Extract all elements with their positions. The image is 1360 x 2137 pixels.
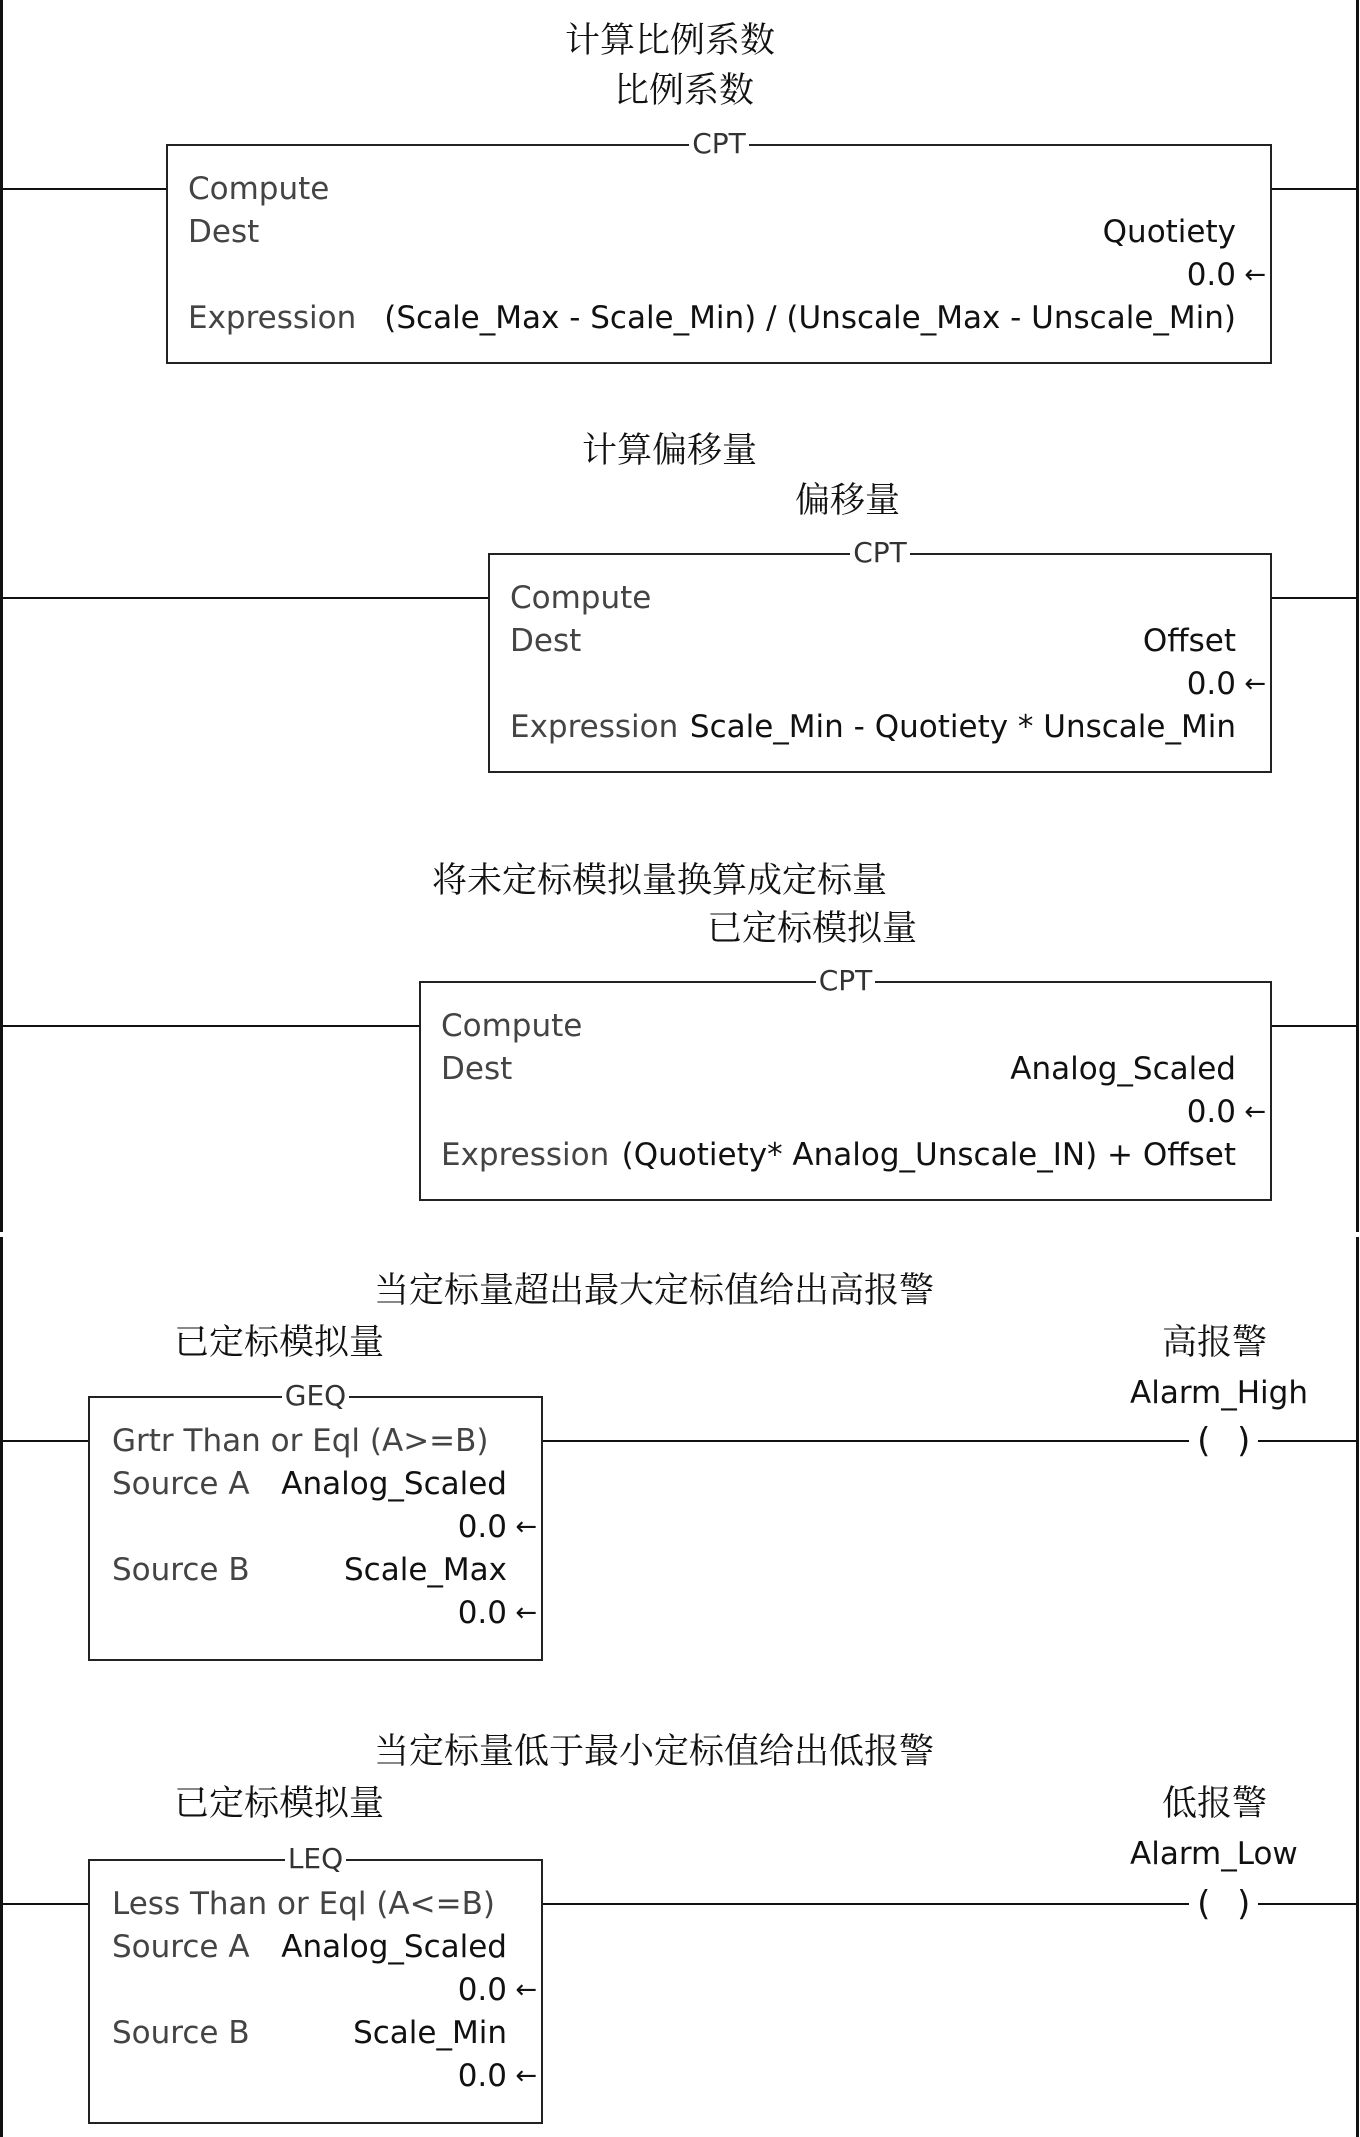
coil-tag[interactable]: Alarm_Low — [1130, 1836, 1298, 1872]
tag-description: 偏移量 — [795, 481, 901, 521]
left-power-rail — [0, 0, 3, 2137]
value-arrow-icon: ← — [1244, 669, 1266, 699]
output-coil-icon[interactable]: ( ) — [1189, 1884, 1258, 1924]
tag-description: 已定标模拟量 — [707, 909, 918, 949]
source-b-tag[interactable]: Scale_Min — [353, 2015, 507, 2051]
value-arrow-icon: ← — [515, 1598, 537, 1628]
dest-label: Dest — [188, 214, 260, 250]
dest-label: Dest — [441, 1051, 513, 1087]
source-b-label: Source B — [112, 2015, 250, 2051]
source-a-tag[interactable]: Analog_Scaled — [281, 1466, 507, 1502]
image-seam — [0, 1232, 1360, 1237]
cpt-instruction-block[interactable] — [419, 964, 1272, 1201]
source-a-label: Source A — [112, 1466, 250, 1502]
dest-value: 0.0 — [1186, 666, 1236, 702]
expression-label: Expression — [188, 300, 357, 336]
instruction-title: Compute — [188, 171, 330, 207]
rung-comment: 计算比例系数 — [565, 21, 776, 61]
value-arrow-icon: ← — [515, 1512, 537, 1542]
expression-label: Expression — [510, 709, 679, 745]
rung-comment: 将未定标模拟量换算成定标量 — [432, 861, 888, 901]
dest-label: Dest — [510, 623, 582, 659]
instruction-title: Compute — [510, 580, 652, 616]
dest-tag[interactable]: Analog_Scaled — [1010, 1051, 1236, 1087]
coil-tag[interactable]: Alarm_High — [1130, 1375, 1308, 1411]
source-b-label: Source B — [112, 1552, 250, 1588]
rung-wire — [1270, 597, 1358, 599]
expression[interactable]: Scale_Min - Quotiety * Unscale_Min — [689, 709, 1236, 745]
value-arrow-icon: ← — [1244, 260, 1266, 290]
source-description: 已定标模拟量 — [174, 1784, 385, 1824]
dest-value: 0.0 — [1186, 1094, 1236, 1130]
cpt-instruction-block[interactable] — [166, 127, 1272, 364]
source-a-value: 0.0 — [457, 1509, 507, 1545]
instruction-title: Compute — [441, 1008, 583, 1044]
instruction-mnemonic: CPT — [850, 536, 910, 569]
rung-wire — [0, 1025, 424, 1027]
instruction-title: Less Than or Eql (A<=B) — [112, 1886, 495, 1922]
cpt-instruction-block[interactable] — [488, 536, 1272, 773]
rung-comment: 计算偏移量 — [582, 431, 758, 471]
expression[interactable]: (Scale_Max - Scale_Min) / (Unscale_Max - Unscale_Min) — [384, 300, 1236, 336]
source-b-tag[interactable]: Scale_Max — [344, 1552, 507, 1588]
tag-description: 比例系数 — [614, 71, 755, 111]
value-arrow-icon: ← — [515, 1975, 537, 2005]
rung-wire — [1270, 1025, 1358, 1027]
rung-comment: 当定标量超出最大定标值给出高报警 — [374, 1271, 935, 1311]
geq-instruction-block[interactable] — [88, 1379, 543, 1661]
rung-wire — [0, 597, 492, 599]
instruction-mnemonic: CPT — [689, 127, 749, 160]
output-coil-icon[interactable]: ( ) — [1189, 1421, 1258, 1461]
expression-label: Expression — [441, 1137, 610, 1173]
dest-value: 0.0 — [1186, 257, 1236, 293]
instruction-mnemonic: GEQ — [282, 1379, 349, 1412]
instruction-title: Grtr Than or Eql (A>=B) — [112, 1423, 489, 1459]
coil-description: 高报警 — [1162, 1323, 1268, 1363]
source-a-tag[interactable]: Analog_Scaled — [281, 1929, 507, 1965]
instruction-mnemonic: LEQ — [285, 1842, 346, 1875]
expression[interactable]: (Quotiety* Analog_Unscale_IN) + Offset — [621, 1137, 1236, 1173]
value-arrow-icon: ← — [515, 2061, 537, 2091]
leq-instruction-block[interactable] — [88, 1842, 543, 2124]
instruction-mnemonic: CPT — [816, 964, 876, 997]
source-b-value: 0.0 — [457, 1595, 507, 1631]
source-b-value: 0.0 — [457, 2058, 507, 2094]
rung-wire — [0, 188, 168, 190]
source-a-value: 0.0 — [457, 1972, 507, 2008]
source-description: 已定标模拟量 — [174, 1323, 385, 1363]
dest-tag[interactable]: Quotiety — [1102, 214, 1236, 250]
value-arrow-icon: ← — [1244, 1097, 1266, 1127]
coil-description: 低报警 — [1162, 1784, 1268, 1824]
dest-tag[interactable]: Offset — [1142, 623, 1236, 659]
rung-wire — [0, 1440, 92, 1442]
source-a-label: Source A — [112, 1929, 250, 1965]
right-power-rail — [1356, 0, 1359, 2137]
rung-wire — [1270, 188, 1358, 190]
rung-comment: 当定标量低于最小定标值给出低报警 — [374, 1732, 935, 1772]
rung-wire — [0, 1903, 92, 1905]
